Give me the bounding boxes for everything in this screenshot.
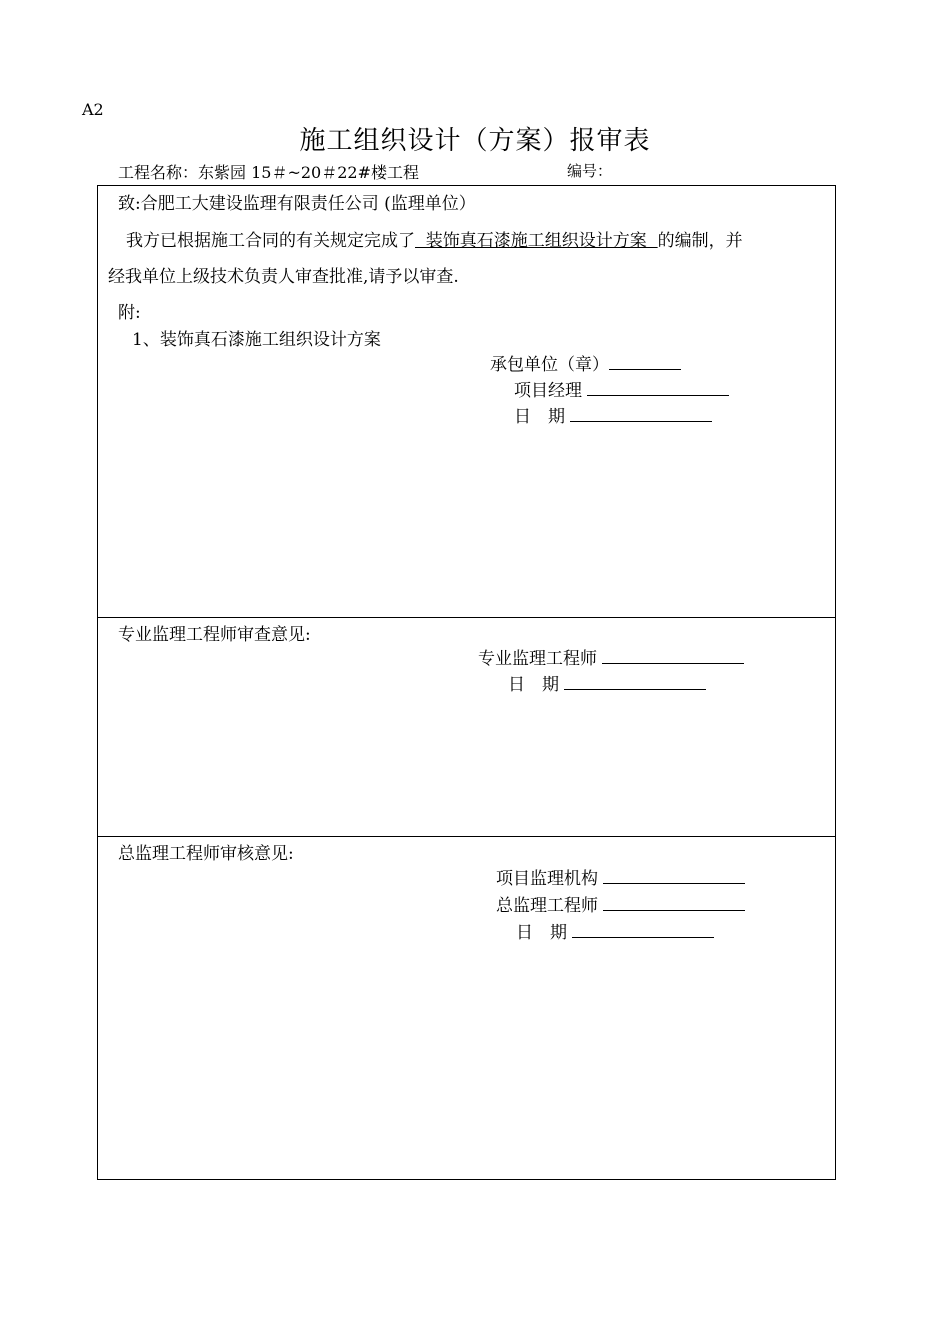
signature-line bbox=[609, 353, 681, 370]
attachment-item: 1、装饰真石漆施工组织设计方案 bbox=[132, 330, 381, 350]
engineer-review-section bbox=[98, 617, 835, 837]
manager-signature: 项目经理 bbox=[514, 376, 729, 401]
plan-name: 装饰真石漆施工组织设计方案 bbox=[415, 231, 658, 251]
date-line bbox=[572, 921, 714, 938]
project-name-line bbox=[118, 160, 419, 183]
signature-line bbox=[603, 894, 745, 911]
project-name: 东紫园 15＃~20＃22#楼工程 bbox=[198, 163, 419, 182]
contractor-date: 日 期 bbox=[514, 402, 712, 427]
submission-section bbox=[98, 186, 835, 617]
contractor-signature: 承包单位（章） bbox=[490, 350, 681, 375]
chief-review-heading: 总监理工程师审核意见: bbox=[118, 844, 294, 864]
signature-line bbox=[602, 647, 744, 664]
signature-line bbox=[603, 867, 745, 884]
submission-body-line2: 经我单位上级技术负责人审查批准,请予以审查. bbox=[108, 267, 459, 287]
document-code: A2 bbox=[82, 100, 104, 119]
page-title: 施工组织设计（方案）报审表 bbox=[299, 126, 651, 156]
number-label: 编号： bbox=[567, 162, 613, 180]
chief-review-section bbox=[98, 836, 835, 1180]
project-label: 工程名称： bbox=[118, 163, 199, 182]
engineer-review-heading: 专业监理工程师审查意见: bbox=[118, 625, 311, 645]
addressee: 致:合肥工大建设监理有限责任公司 (监理单位） bbox=[118, 194, 476, 214]
review-form-table bbox=[97, 185, 836, 1180]
date-line bbox=[570, 405, 712, 422]
submission-body-line1: 我方已根据施工合同的有关规定完成了 装饰真石漆施工组织设计方案 的编制，并 bbox=[126, 231, 743, 251]
engineer-signature: 专业监理工程师 bbox=[478, 644, 744, 669]
chief-date: 日 期 bbox=[516, 918, 714, 943]
attachment-label: 附: bbox=[118, 303, 141, 323]
engineer-date: 日 期 bbox=[508, 670, 706, 695]
date-line bbox=[564, 673, 706, 690]
supervision-org-signature: 项目监理机构 bbox=[496, 864, 745, 889]
chief-engineer-signature: 总监理工程师 bbox=[496, 891, 745, 916]
signature-line bbox=[587, 379, 729, 396]
